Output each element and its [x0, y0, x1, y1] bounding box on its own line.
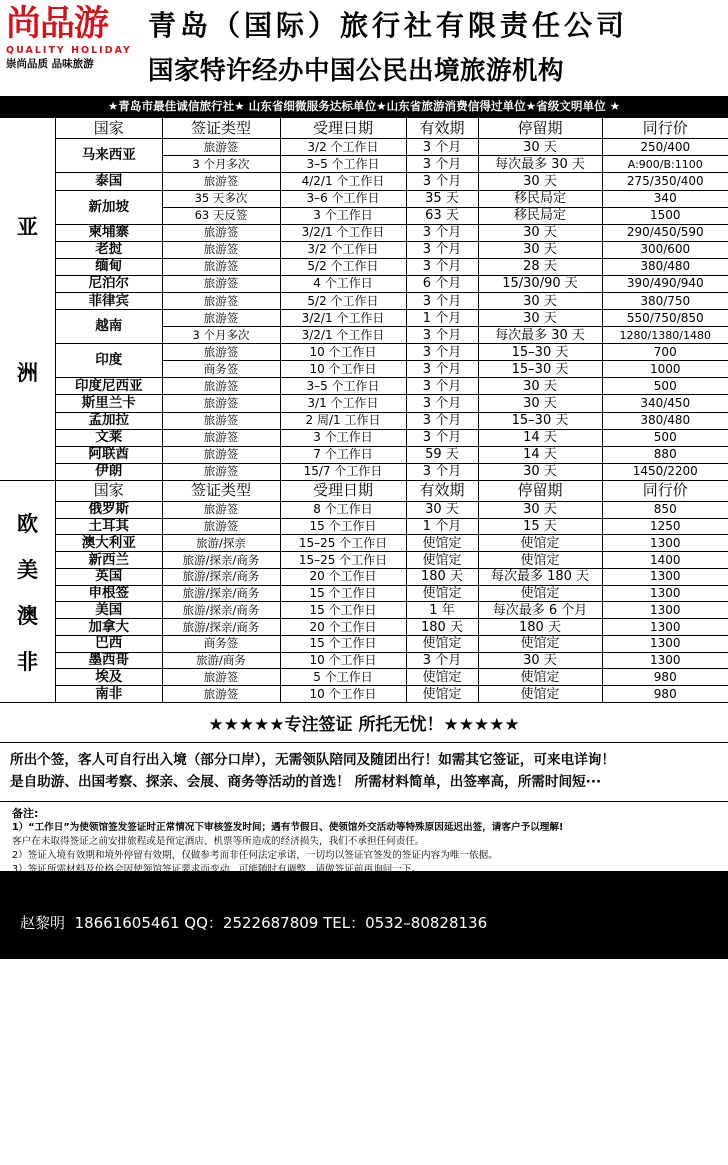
stay-cell: 使馆定: [478, 585, 602, 602]
validity-cell: 3 个月: [406, 652, 478, 669]
processing-time-cell: 15/7 个工作日: [280, 463, 406, 480]
notes-title: 备注:: [12, 807, 39, 820]
stay-cell: 30 天: [478, 224, 602, 241]
price-cell: 1280/1380/1480: [602, 327, 728, 344]
note-item: 1）“工作日”为使领馆签发签证时正常情况下审核签发时间；遇有节假日、使领馆外交活动等特殊原因延迟出签，请客户予以理解!: [12, 822, 564, 833]
logo-chinese-text: 尚品游: [6, 4, 109, 44]
price-cell: A:900/B:1100: [602, 156, 728, 173]
country-cell: 澳大利亚: [56, 535, 162, 552]
visa-table-other: [56, 481, 728, 702]
validity-cell: 3 个月: [406, 429, 478, 446]
promo-slogan: ★★★★★专注签证 所托无忧！★★★★★: [0, 702, 728, 743]
stay-cell: 每次最多 30 天: [478, 327, 602, 344]
region-char: 非: [17, 649, 38, 674]
country-cell: 缅甸: [56, 258, 162, 275]
region-europe-america-oceania-africa: [0, 481, 728, 703]
region-char: 欧: [17, 511, 38, 536]
validity-cell: 3 个月: [406, 258, 478, 275]
column-header: 签证类型: [162, 118, 280, 139]
table-row: [56, 652, 728, 669]
visa-type-cell: 旅游签: [162, 258, 280, 275]
stay-cell: 30 天: [478, 463, 602, 480]
price-cell: 980: [602, 686, 728, 702]
visa-type-cell: 35 天多次: [162, 190, 280, 207]
column-header: 停留期: [478, 118, 602, 139]
price-cell: 290/450/590: [602, 224, 728, 241]
stay-cell: 180 天: [478, 619, 602, 636]
visa-type-cell: 旅游签: [162, 241, 280, 258]
table-row: [56, 344, 728, 361]
stay-cell: 使馆定: [478, 686, 602, 702]
validity-cell: 6 个月: [406, 275, 478, 292]
stay-cell: 15/30/90 天: [478, 275, 602, 292]
validity-cell: 3 个月: [406, 327, 478, 344]
stay-cell: 使馆定: [478, 552, 602, 569]
description-line: 所出个签，客人可自行出入境（部分口岸），无需领队陪同及随团出行！如需其它签证，可来电详询！: [10, 752, 615, 768]
price-cell: 1300: [602, 635, 728, 652]
country-cell: 文莱: [56, 429, 162, 446]
validity-cell: 180 天: [406, 619, 478, 636]
validity-cell: 3 个月: [406, 139, 478, 156]
table-row: [56, 535, 728, 552]
stay-cell: 30 天: [478, 173, 602, 190]
table-row: [56, 669, 728, 686]
visa-table-asia: [56, 118, 728, 480]
contact-info: [0, 871, 728, 1121]
price-cell: 1300: [602, 652, 728, 669]
validity-cell: 3 个月: [406, 361, 478, 378]
country-cell: 埃及: [56, 669, 162, 686]
visa-type-cell: 旅游/探亲: [162, 535, 280, 552]
price-cell: 500: [602, 429, 728, 446]
visa-type-cell: 商务签: [162, 635, 280, 652]
table-row: [56, 275, 728, 292]
visa-type-cell: 旅游/探亲/商务: [162, 602, 280, 619]
stay-cell: 15–30 天: [478, 361, 602, 378]
table-row: [56, 463, 728, 480]
price-cell: 390/490/940: [602, 275, 728, 292]
header: [0, 0, 728, 96]
stay-cell: 15–30 天: [478, 412, 602, 429]
stay-cell: 30 天: [478, 395, 602, 412]
country-cell: 印度尼西亚: [56, 378, 162, 395]
price-cell: 250/400: [602, 139, 728, 156]
contact-line: 赵黎明 18661605461 QQ：2522687809 TEL：0532–80828136: [20, 914, 488, 932]
validity-cell: 35 天: [406, 190, 478, 207]
contact-line: MSN：zh182000@hotmail.com: [20, 977, 252, 995]
visa-type-cell: 旅游/探亲/商务: [162, 619, 280, 636]
country-cell: 南非: [56, 686, 162, 702]
visa-type-cell: 旅游签: [162, 501, 280, 518]
price-cell: 980: [602, 669, 728, 686]
processing-time-cell: 15 个工作日: [280, 635, 406, 652]
table-row: [56, 241, 728, 258]
validity-cell: 使馆定: [406, 635, 478, 652]
price-cell: 880: [602, 446, 728, 463]
processing-time-cell: 5 个工作日: [280, 669, 406, 686]
column-header: 停留期: [478, 481, 602, 501]
table-row: [56, 139, 728, 156]
country-cell: 孟加拉: [56, 412, 162, 429]
price-cell: 1300: [602, 535, 728, 552]
stay-cell: 14 天: [478, 446, 602, 463]
country-cell: 阿联酋: [56, 446, 162, 463]
visa-type-cell: 商务签: [162, 361, 280, 378]
validity-cell: 3 个月: [406, 395, 478, 412]
validity-cell: 3 个月: [406, 344, 478, 361]
visa-type-cell: 旅游签: [162, 310, 280, 327]
processing-time-cell: 10 个工作日: [280, 344, 406, 361]
visa-type-cell: 旅游签: [162, 344, 280, 361]
validity-cell: 1 个月: [406, 310, 478, 327]
table-row: [56, 395, 728, 412]
notes-section: [0, 802, 728, 875]
stay-cell: 每次最多 180 天: [478, 568, 602, 585]
visa-type-cell: 3 个月多次: [162, 156, 280, 173]
price-cell: 340: [602, 190, 728, 207]
visa-type-cell: 旅游签: [162, 446, 280, 463]
processing-time-cell: 3–5 个工作日: [280, 156, 406, 173]
stay-cell: 30 天: [478, 310, 602, 327]
processing-time-cell: 3–5 个工作日: [280, 378, 406, 395]
visa-type-cell: 63 天反签: [162, 207, 280, 224]
visa-type-cell: 旅游/商务: [162, 652, 280, 669]
visa-type-cell: 旅游签: [162, 378, 280, 395]
region-char: 洲: [17, 361, 38, 385]
stay-cell: 28 天: [478, 258, 602, 275]
price-cell: 1450/2200: [602, 463, 728, 480]
country-cell: 越南: [56, 310, 162, 344]
stay-cell: 每次最多 30 天: [478, 156, 602, 173]
region-label-asia: [0, 118, 56, 480]
visa-type-cell: 旅游/探亲/商务: [162, 552, 280, 569]
price-cell: 850: [602, 501, 728, 518]
country-cell: 柬埔寨: [56, 224, 162, 241]
validity-cell: 1 年: [406, 602, 478, 619]
country-cell: 美国: [56, 602, 162, 619]
brand-logo: [6, 4, 136, 71]
visa-type-cell: 旅游/探亲/商务: [162, 585, 280, 602]
price-cell: 380/750: [602, 293, 728, 310]
processing-time-cell: 20 个工作日: [280, 619, 406, 636]
table-row: [56, 190, 728, 207]
country-cell: 墨西哥: [56, 652, 162, 669]
processing-time-cell: 15 个工作日: [280, 518, 406, 535]
visa-type-cell: 旅游签: [162, 139, 280, 156]
visa-type-cell: 旅游签: [162, 275, 280, 292]
logo-english-text: QUALITY HOLIDAY: [6, 45, 132, 56]
validity-cell: 使馆定: [406, 686, 478, 702]
table-row: [56, 619, 728, 636]
table-row: [56, 635, 728, 652]
visa-type-cell: 旅游签: [162, 669, 280, 686]
validity-cell: 63 天: [406, 207, 478, 224]
description-line: 是自助游、出国考察、探亲、会展、商务等活动的首选！ 所需材料简单，出签率高，所需时间短···: [10, 774, 602, 790]
price-cell: 500: [602, 378, 728, 395]
visa-type-cell: 旅游/探亲/商务: [162, 568, 280, 585]
processing-time-cell: 4/2/1 个工作日: [280, 173, 406, 190]
table-row: [56, 518, 728, 535]
validity-cell: 59 天: [406, 446, 478, 463]
table-header-row: [56, 118, 728, 139]
stay-cell: 15–30 天: [478, 344, 602, 361]
visa-tables: [0, 117, 728, 702]
validity-cell: 使馆定: [406, 585, 478, 602]
country-cell: 新加坡: [56, 190, 162, 224]
table-row: [56, 446, 728, 463]
column-header: 受理日期: [280, 118, 406, 139]
stay-cell: 移民局定: [478, 207, 602, 224]
validity-cell: 3 个月: [406, 173, 478, 190]
note-item: 2）签证入境有效期和境外停留有效期，仅做参考而非任何法定承诺，一切均以签证官签发的签证内容为唯一依据。: [12, 850, 498, 861]
country-cell: 申根签: [56, 585, 162, 602]
processing-time-cell: 3/2/1 个工作日: [280, 224, 406, 241]
price-cell: 700: [602, 344, 728, 361]
visa-type-cell: 旅游签: [162, 412, 280, 429]
validity-cell: 3 个月: [406, 156, 478, 173]
note-item: 3）签证所需材料及价格会因使领馆签证要求而变动，可能随时有调整，请做签证前再询问一下。: [12, 864, 422, 875]
country-cell: 印度: [56, 344, 162, 378]
visa-type-cell: 旅游签: [162, 463, 280, 480]
stay-cell: 使馆定: [478, 669, 602, 686]
validity-cell: 3 个月: [406, 378, 478, 395]
table-row: [56, 378, 728, 395]
table-row: [56, 310, 728, 327]
stay-cell: 14 天: [478, 429, 602, 446]
visa-type-cell: 旅游签: [162, 173, 280, 190]
price-cell: 380/480: [602, 412, 728, 429]
validity-cell: 1 个月: [406, 518, 478, 535]
processing-time-cell: 10 个工作日: [280, 652, 406, 669]
country-cell: 加拿大: [56, 619, 162, 636]
honors-banner: ★青岛市最佳诚信旅行社★ 山东省细微服务达标单位★山东省旅游消费信得过单位★省级文明单位 ★: [0, 96, 728, 117]
table-row: [56, 224, 728, 241]
processing-time-cell: 3/2/1 个工作日: [280, 327, 406, 344]
stay-cell: 30 天: [478, 378, 602, 395]
table-row: [56, 602, 728, 619]
country-cell: 马来西亚: [56, 139, 162, 173]
price-cell: 1300: [602, 602, 728, 619]
processing-time-cell: 10 个工作日: [280, 361, 406, 378]
price-cell: 1400: [602, 552, 728, 569]
region-char: 澳: [17, 603, 38, 628]
price-cell: 380/480: [602, 258, 728, 275]
processing-time-cell: 3 个工作日: [280, 429, 406, 446]
validity-cell: 30 天: [406, 501, 478, 518]
visa-type-cell: 旅游签: [162, 293, 280, 310]
table-row: [56, 173, 728, 190]
processing-time-cell: 7 个工作日: [280, 446, 406, 463]
processing-time-cell: 10 个工作日: [280, 686, 406, 702]
stay-cell: 每次最多 6 个月: [478, 602, 602, 619]
tagline: 国家特许经办中国公民出境旅游机构: [148, 56, 565, 86]
country-cell: 土耳其: [56, 518, 162, 535]
processing-time-cell: 5/2 个工作日: [280, 293, 406, 310]
stay-cell: 30 天: [478, 293, 602, 310]
stay-cell: 使馆定: [478, 635, 602, 652]
processing-time-cell: 15–25 个工作日: [280, 552, 406, 569]
stay-cell: 移民局定: [478, 190, 602, 207]
validity-cell: 3 个月: [406, 463, 478, 480]
price-cell: 275/350/400: [602, 173, 728, 190]
country-cell: 菲律宾: [56, 293, 162, 310]
country-cell: 泰国: [56, 173, 162, 190]
processing-time-cell: 3/2 个工作日: [280, 241, 406, 258]
price-cell: 1500: [602, 207, 728, 224]
stay-cell: 30 天: [478, 652, 602, 669]
processing-time-cell: 2 周/1 工作日: [280, 412, 406, 429]
stay-cell: 30 天: [478, 139, 602, 156]
column-header: 同行价: [602, 118, 728, 139]
column-header: 国家: [56, 481, 162, 501]
company-name: 青岛（国际）旅行社有限责任公司: [148, 9, 629, 42]
price-cell: 340/450: [602, 395, 728, 412]
column-header: 同行价: [602, 481, 728, 501]
processing-time-cell: 4 个工作日: [280, 275, 406, 292]
table-row: [56, 293, 728, 310]
country-cell: 伊朗: [56, 463, 162, 480]
price-cell: 550/750/850: [602, 310, 728, 327]
validity-cell: 使馆定: [406, 535, 478, 552]
visa-type-cell: 旅游签: [162, 518, 280, 535]
region-asia: [0, 118, 728, 481]
column-header: 有效期: [406, 118, 478, 139]
processing-time-cell: 3–6 个工作日: [280, 190, 406, 207]
contact-line: MSN：my13305429522@hotmail.com: [20, 1103, 306, 1121]
processing-time-cell: 15 个工作日: [280, 585, 406, 602]
visa-type-cell: 旅游签: [162, 224, 280, 241]
processing-time-cell: 20 个工作日: [280, 568, 406, 585]
validity-cell: 3 个月: [406, 293, 478, 310]
table-row: [56, 585, 728, 602]
validity-cell: 180 天: [406, 568, 478, 585]
table-row: [56, 412, 728, 429]
visa-type-cell: 旅游签: [162, 686, 280, 702]
price-cell: 1300: [602, 568, 728, 585]
visa-type-cell: 3 个月多次: [162, 327, 280, 344]
validity-cell: 3 个月: [406, 412, 478, 429]
validity-cell: 3 个月: [406, 224, 478, 241]
table-header-row: [56, 481, 728, 501]
price-cell: 1000: [602, 361, 728, 378]
table-row: [56, 258, 728, 275]
stay-cell: 15 天: [478, 518, 602, 535]
stay-cell: 使馆定: [478, 535, 602, 552]
country-cell: 俄罗斯: [56, 501, 162, 518]
price-cell: 300/600: [602, 241, 728, 258]
region-char: 美: [17, 557, 38, 582]
table-row: [56, 429, 728, 446]
table-row: [56, 501, 728, 518]
contact-line: 负责人：谷明月 18605325563 QQ：331529056 TEL：0532–83878075: [20, 1040, 581, 1058]
price-cell: 1250: [602, 518, 728, 535]
column-header: 签证类型: [162, 481, 280, 501]
table-row: [56, 568, 728, 585]
processing-time-cell: 15–25 个工作日: [280, 535, 406, 552]
price-cell: 1300: [602, 585, 728, 602]
column-header: 有效期: [406, 481, 478, 501]
processing-time-cell: 3/1 个工作日: [280, 395, 406, 412]
country-cell: 斯里兰卡: [56, 395, 162, 412]
processing-time-cell: 3/2 个工作日: [280, 139, 406, 156]
validity-cell: 使馆定: [406, 552, 478, 569]
processing-time-cell: 15 个工作日: [280, 602, 406, 619]
validity-cell: 3 个月: [406, 241, 478, 258]
country-cell: 巴西: [56, 635, 162, 652]
processing-time-cell: 3 个工作日: [280, 207, 406, 224]
column-header: 受理日期: [280, 481, 406, 501]
visa-type-cell: 旅游签: [162, 395, 280, 412]
country-cell: 尼泊尔: [56, 275, 162, 292]
column-header: 国家: [56, 118, 162, 139]
region-label-other: [0, 481, 56, 702]
stay-cell: 30 天: [478, 241, 602, 258]
table-row: [56, 686, 728, 702]
country-cell: 老挝: [56, 241, 162, 258]
service-description: [0, 743, 728, 802]
region-char: 亚: [17, 215, 38, 239]
processing-time-cell: 3/2/1 个工作日: [280, 310, 406, 327]
processing-time-cell: 5/2 个工作日: [280, 258, 406, 275]
processing-time-cell: 8 个工作日: [280, 501, 406, 518]
table-row: [56, 552, 728, 569]
country-cell: 英国: [56, 568, 162, 585]
price-cell: 1300: [602, 619, 728, 636]
validity-cell: 使馆定: [406, 669, 478, 686]
visa-type-cell: 旅游签: [162, 429, 280, 446]
logo-slogan: 崇尚品质 品味旅游: [6, 58, 94, 70]
stay-cell: 30 天: [478, 501, 602, 518]
note-item: 客户在未取得签证之前安排旅程或是预定酒店、机票等所造成的经济损失，我们不承担任何责任。: [12, 836, 425, 847]
country-cell: 新西兰: [56, 552, 162, 569]
